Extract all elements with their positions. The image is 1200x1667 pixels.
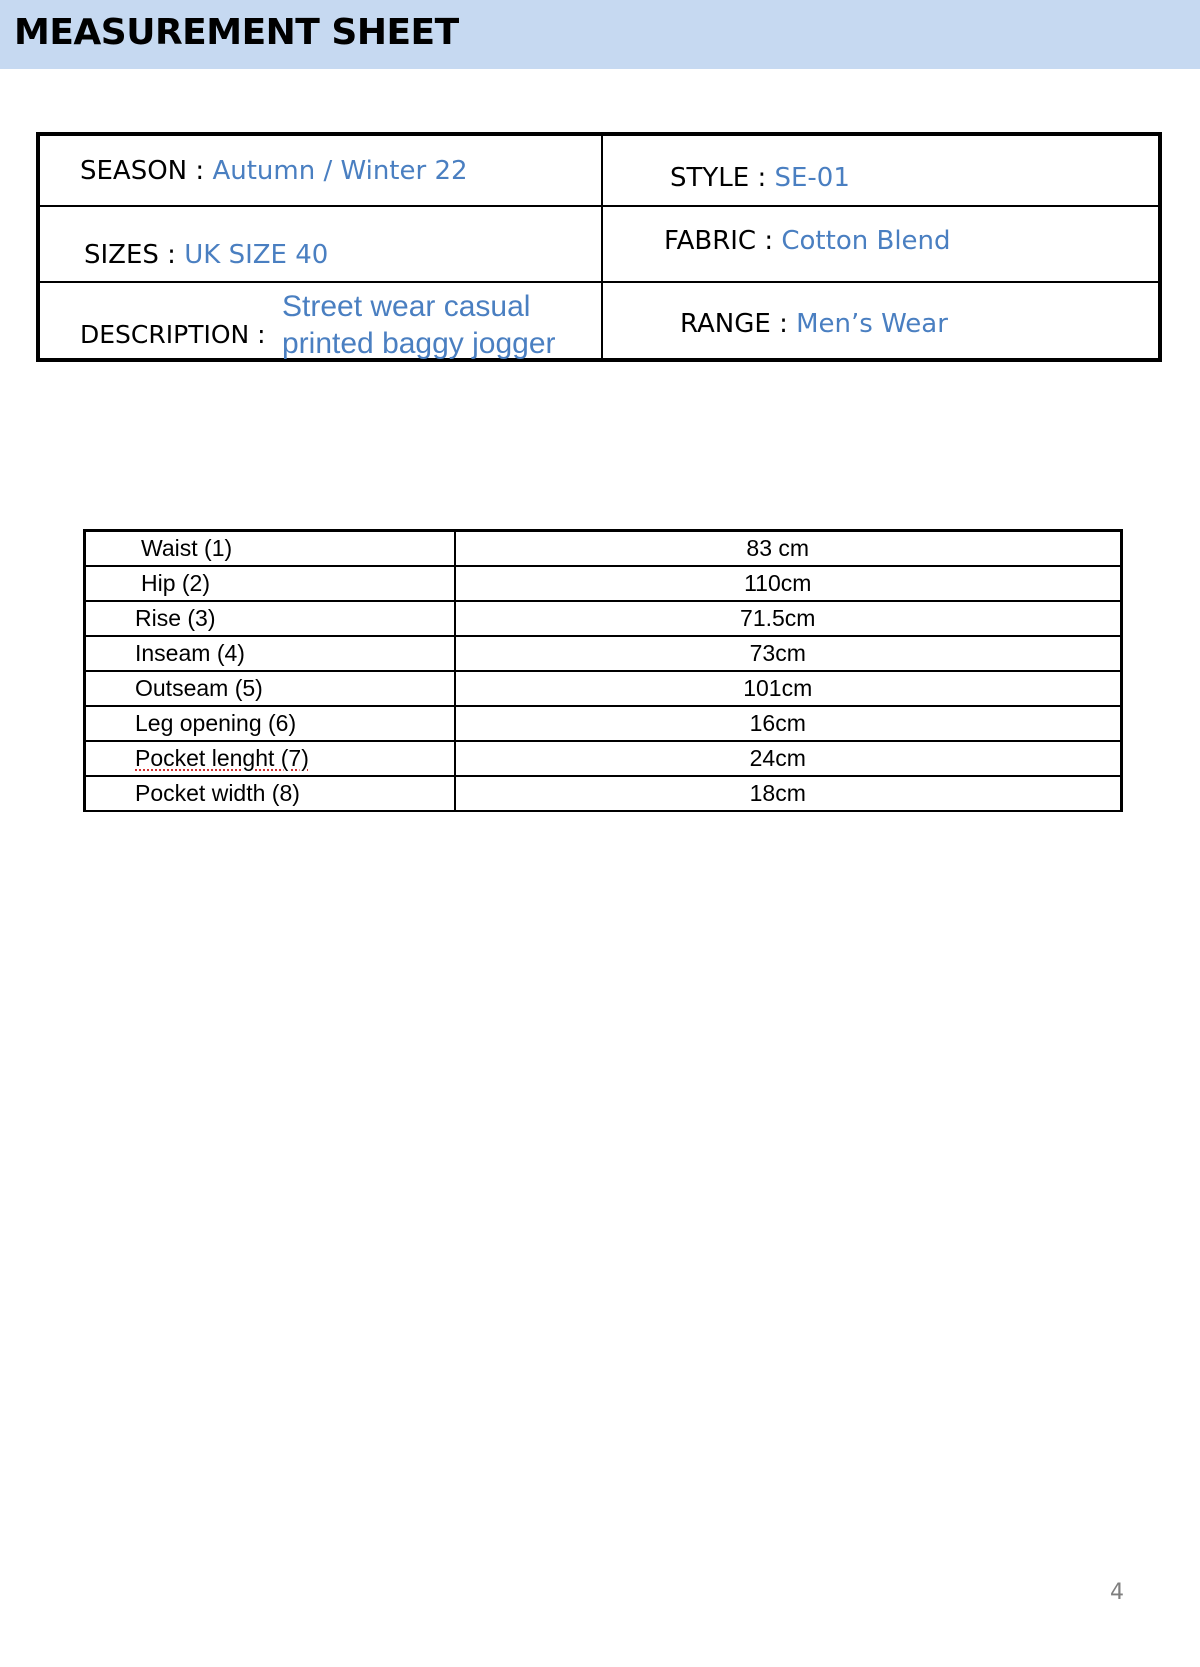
measurement-name: Pocket width (8)	[85, 776, 455, 811]
measurement-value: 73cm	[455, 636, 1122, 671]
table-row	[85, 706, 1122, 741]
sizes-field	[84, 240, 328, 270]
info-divider-row-2	[40, 281, 1158, 283]
style-value: SE-01	[774, 163, 850, 193]
measurement-value: 71.5cm	[455, 601, 1122, 636]
measurement-table	[83, 529, 1123, 812]
season-value: Autumn / Winter 22	[212, 156, 468, 186]
measurement-value: 101cm	[455, 671, 1122, 706]
table-row	[85, 741, 1122, 776]
fabric-label: FABRIC :	[664, 226, 774, 256]
measurement-name: Outseam (5)	[85, 671, 455, 706]
table-row	[85, 636, 1122, 671]
table-row	[85, 531, 1122, 567]
measurement-name-text: Pocket lenght (7)	[135, 745, 309, 771]
range-value: Men’s Wear	[796, 309, 948, 339]
season-field	[80, 156, 468, 186]
measurement-name: Inseam (4)	[85, 636, 455, 671]
season-label: SEASON :	[80, 156, 205, 186]
table-row	[85, 566, 1122, 601]
sizes-value: UK SIZE 40	[184, 240, 329, 270]
measurement-value: 18cm	[455, 776, 1122, 811]
measurement-value: 24cm	[455, 741, 1122, 776]
description-label: DESCRIPTION :	[80, 320, 266, 349]
sizes-label: SIZES :	[84, 240, 176, 270]
measurement-name	[85, 741, 455, 776]
measurement-value: 110cm	[455, 566, 1122, 601]
style-label: STYLE :	[670, 163, 767, 193]
table-row	[85, 776, 1122, 811]
measurement-name: Waist (1)	[85, 531, 455, 567]
page-title: MEASUREMENT SHEET	[14, 12, 459, 53]
fabric-field	[664, 226, 951, 256]
measurement-value: 16cm	[455, 706, 1122, 741]
table-row	[85, 601, 1122, 636]
measurement-name: Rise (3)	[85, 601, 455, 636]
measurement-value: 83 cm	[455, 531, 1122, 567]
style-field	[670, 163, 850, 193]
description-value: Street wear casual printed baggy jogger	[282, 290, 556, 360]
range-field	[680, 309, 948, 339]
table-row	[85, 671, 1122, 706]
title-bar	[0, 0, 1200, 69]
measurement-name: Leg opening (6)	[85, 706, 455, 741]
measurement-name: Hip (2)	[85, 566, 455, 601]
fabric-value: Cotton Blend	[781, 226, 951, 256]
info-box	[36, 132, 1162, 362]
range-label: RANGE :	[680, 309, 788, 339]
page-number: 4	[1110, 1580, 1124, 1605]
info-divider-row-1	[40, 205, 1158, 207]
